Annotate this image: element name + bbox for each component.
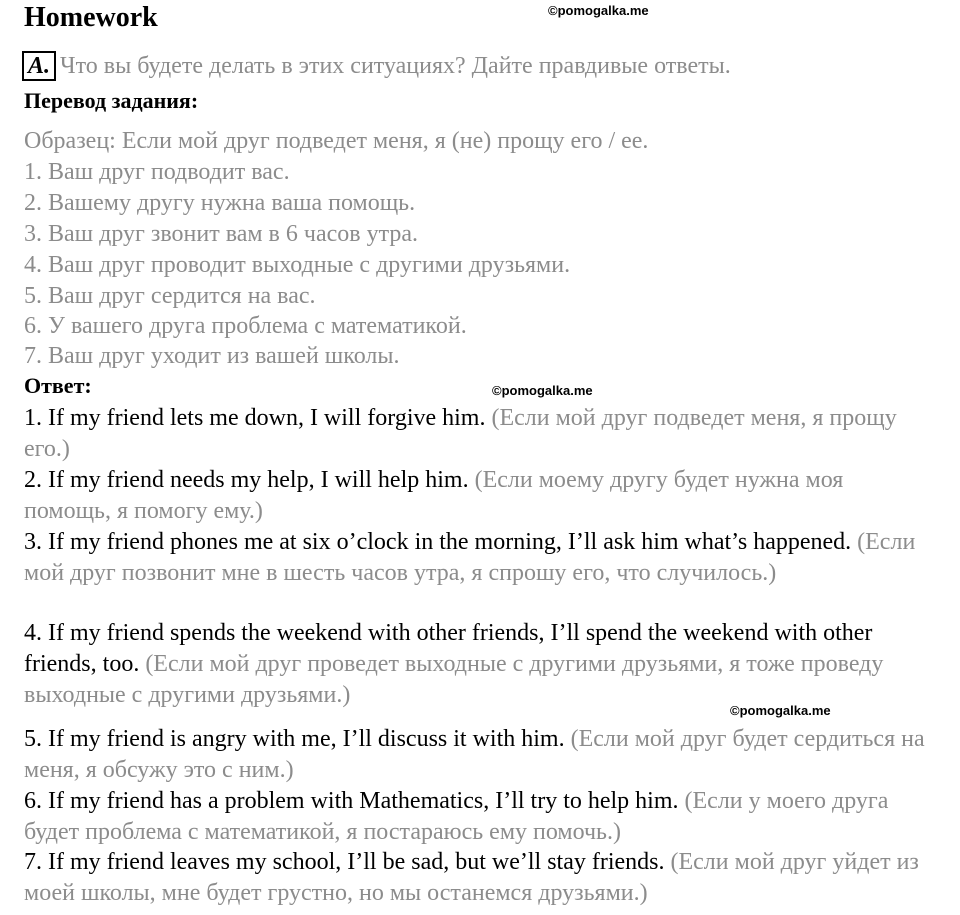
translation-line-4: 4. Ваш друг проводит выходные с другими друзьями. [24, 252, 571, 278]
answer-item [24, 403, 929, 465]
answer-russian: (Если мой друг подведет меня, я прощу его.) [24, 405, 897, 462]
answer-english: 7. If my friend leaves my school, I’ll be sad, but we’ll stay friends. [24, 849, 665, 875]
task-instruction [22, 51, 731, 81]
answer-english: 1. If my friend lets me down, I will forgive him. [24, 405, 486, 431]
answer-item [24, 847, 929, 909]
answer-english: 4. If my friend spends the weekend with other friends, I’ll spend the weekend with other friends, too. [24, 620, 873, 677]
watermark: ©pomogalka.me [730, 703, 831, 718]
answer-russian: (Если у моего друга будет проблема с математикой, я постараюсь ему помочь.) [24, 788, 889, 845]
answer-english: 3. If my friend phones me at six o’clock in the morning, I’ll ask him what’s happened. [24, 529, 852, 555]
answer-heading: Ответ: [24, 373, 92, 398]
answer-russian: (Если мой друг будет сердиться на меня, я обсужу это с ним.) [24, 726, 925, 783]
watermark: ©pomogalka.me [548, 3, 649, 18]
answer-item [24, 724, 929, 786]
task-text: Что вы будете делать в этих ситуациях? Дайте правдивые ответы. [60, 53, 731, 79]
answer-item [24, 527, 929, 589]
translation-line-5: 5. Ваш друг сердится на вас. [24, 283, 316, 309]
answer-russian: (Если моему другу будет нужна моя помощь, я помогу ему.) [24, 467, 844, 524]
answer-english: 6. If my friend has a problem with Mathematics, I’ll try to help him. [24, 788, 679, 814]
answer-russian: (Если мой друг проведет выходные с другими друзьями, я тоже проведу выходные с другими друзьями.) [24, 651, 884, 708]
task-label: A. [22, 51, 56, 81]
answer-english: 5. If my friend is angry with me, I’ll discuss it with him. [24, 726, 565, 752]
answer-russian: (Если мой друг уйдет из моей школы, мне будет грустно, но мы останемся друзьями.) [24, 849, 919, 906]
page-title: Homework [24, 2, 158, 33]
answer-english: 2. If my friend needs my help, I will help him. [24, 467, 469, 493]
translation-line-7: 7. Ваш друг уходит из вашей школы. [24, 343, 400, 369]
translation-line-6: 6. У вашего друга проблема с математикой. [24, 313, 467, 339]
translation-line-1: 1. Ваш друг подводит вас. [24, 159, 290, 185]
translation-line-2: 2. Вашему другу нужна ваша помощь. [24, 190, 416, 216]
watermark: ©pomogalka.me [492, 383, 593, 398]
answer-russian: (Если мой друг позвонит мне в шесть часов утра, я спрошу его, что случилось.) [24, 529, 916, 586]
answer-item [24, 465, 929, 527]
translation-line-sample: Образец: Если мой друг подведет меня, я (не) прощу его / ее. [24, 128, 649, 154]
translation-line-3: 3. Ваш друг звонит вам в 6 часов утра. [24, 221, 419, 247]
answer-item [24, 786, 929, 848]
translation-heading: Перевод задания: [24, 88, 199, 113]
answer-item [24, 618, 929, 711]
